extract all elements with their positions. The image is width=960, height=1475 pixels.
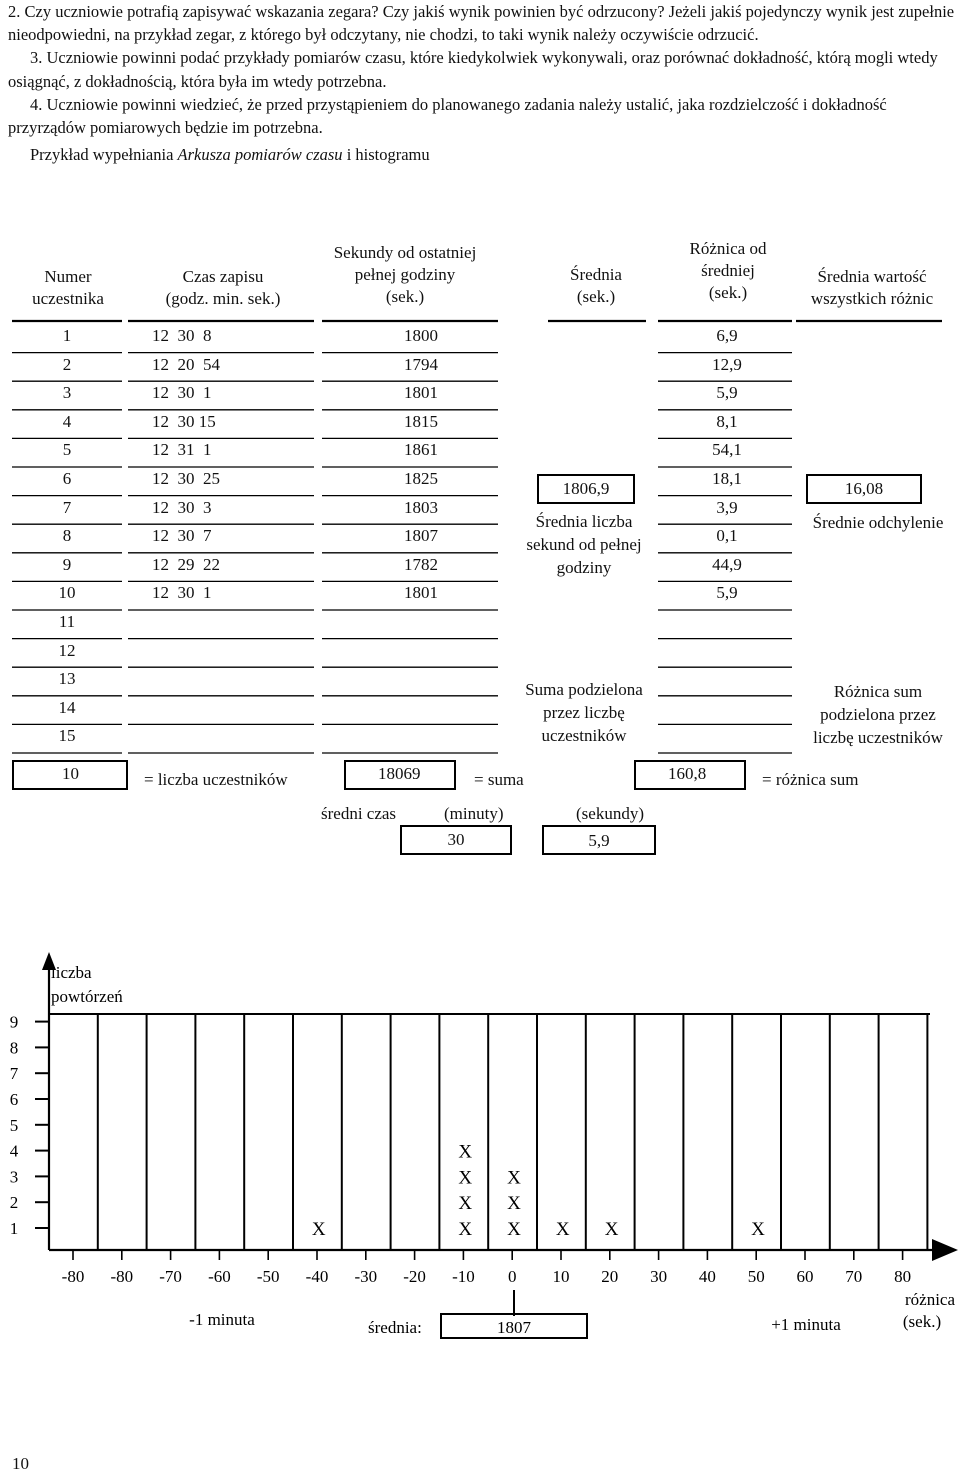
minutes-box: 30 bbox=[400, 825, 512, 855]
diff-sum-box: 160,8 bbox=[634, 760, 746, 790]
row-number: 11 bbox=[58, 612, 76, 631]
page-number: 10 bbox=[12, 1454, 29, 1473]
example-heading: Przykład wypełniania Arkusza pomiarów czasu i histogramu bbox=[30, 145, 430, 165]
data-marker: X bbox=[751, 1219, 765, 1240]
y-tick-label: 7 bbox=[9, 1064, 19, 1084]
paragraph-2: 2. Czy uczniowie potrafią zapisywać wskazania zegara? Czy jakiś wynik powinien być odrzucony? Jeżeli jakiś pojedynczy wynik jest zupełnie nieodpowiedni, na przykład zegar, z którego był odczytany, nie chodzi, to taki wynik należy oczywiście odrzucić. bbox=[8, 2, 955, 45]
x-tick-label: -10 bbox=[452, 1267, 475, 1286]
x-tick-label: 0 bbox=[507, 1267, 517, 1286]
row-seconds: 1803 bbox=[404, 497, 438, 517]
row-seconds: 1801 bbox=[404, 583, 438, 603]
paragraph-3: 3. Uczniowie powinni podać przykłady pomiarów czasu, które kiedykolwiek wykonywali, oraz porównać dokładność, którą mogli wtedy osiągnąć, z dokładnością, która była im wtedy potrzebna. bbox=[8, 48, 938, 91]
row-time: 12 30 3 bbox=[152, 497, 212, 517]
row-seconds: 1800 bbox=[404, 326, 438, 345]
y-axis-label: powtórzeń bbox=[51, 987, 123, 1006]
avg-deviation-box: 16,08 bbox=[806, 474, 922, 504]
histogram-chart bbox=[0, 940, 960, 1360]
data-marker: X bbox=[458, 1193, 473, 1215]
row-seconds: 1801 bbox=[404, 383, 438, 403]
row-time: 12 30 1 bbox=[152, 383, 212, 403]
row-difference: 6,9 bbox=[716, 326, 738, 345]
row-difference: 12,9 bbox=[712, 354, 742, 374]
row-difference: 5,9 bbox=[716, 583, 738, 603]
row-difference: 18,1 bbox=[712, 469, 742, 488]
row-number: 15 bbox=[58, 726, 76, 746]
row-seconds: 1782 bbox=[404, 554, 438, 574]
x-tick-label: 20 bbox=[601, 1267, 619, 1286]
x-tick-label: 40 bbox=[698, 1267, 716, 1286]
count-box: 10 bbox=[12, 760, 128, 790]
avg-deviation-label: Średnie odchylenie bbox=[812, 513, 944, 532]
count-label: = liczba uczestników bbox=[144, 770, 288, 789]
data-marker: X bbox=[507, 1193, 521, 1215]
x-tick-label: -60 bbox=[208, 1267, 231, 1286]
y-tick-label: 5 bbox=[9, 1115, 19, 1135]
sum-label: = suma bbox=[474, 770, 524, 789]
data-marker: X bbox=[311, 1219, 326, 1240]
row-number: 7 bbox=[62, 497, 72, 517]
row-number: 5 bbox=[62, 440, 72, 460]
row-time: 12 30 8 bbox=[152, 326, 212, 345]
row-time: 12 20 54 bbox=[152, 354, 220, 374]
x-tick-label: 80 bbox=[894, 1267, 912, 1286]
minus-minute-label: -1 minuta bbox=[189, 1310, 255, 1329]
x-tick-label: 30 bbox=[650, 1267, 668, 1286]
row-difference: 3,9 bbox=[716, 497, 738, 517]
x-tick-label: -20 bbox=[403, 1267, 426, 1286]
header-numer: Numer uczestnika bbox=[32, 267, 104, 308]
x-tick-label: 70 bbox=[845, 1267, 863, 1286]
y-tick-label: 9 bbox=[9, 1012, 19, 1032]
plus-minute-label: +1 minuta bbox=[771, 1315, 841, 1334]
x-tick-label: -30 bbox=[354, 1267, 378, 1286]
data-marker: X bbox=[604, 1219, 619, 1240]
row-difference: 44,9 bbox=[712, 554, 742, 574]
row-difference: 54,1 bbox=[712, 440, 742, 460]
row-number: 1 bbox=[62, 326, 72, 345]
header-srednia-wartosc: Średnia wartość wszystkich różnic bbox=[810, 267, 934, 308]
y-tick-label: 8 bbox=[9, 1038, 19, 1058]
row-time: 12 30 25 bbox=[152, 469, 220, 488]
row-number: 12 bbox=[58, 640, 76, 660]
header-srednia: Średnia (sek.) bbox=[570, 265, 622, 306]
seconds-box: 5,9 bbox=[542, 825, 656, 855]
x-tick-label: 10 bbox=[552, 1267, 570, 1286]
y-axis-label: liczba bbox=[51, 963, 92, 982]
x-tick-label: -80 bbox=[61, 1267, 85, 1286]
data-marker: X bbox=[458, 1141, 473, 1163]
data-marker: X bbox=[458, 1167, 473, 1189]
header-sekundy: Sekundy od ostatniej pełnej godziny (sek.) bbox=[333, 243, 477, 306]
row-seconds: 1825 bbox=[404, 469, 438, 488]
row-number: 8 bbox=[62, 526, 72, 546]
row-time: 12 30 1 bbox=[152, 583, 212, 603]
x-axis-label: różnica bbox=[904, 1290, 956, 1309]
diff-sum-label: = różnica sum bbox=[762, 770, 859, 789]
mean-note: Średnia liczba sekund od pełnej godziny bbox=[526, 512, 642, 577]
x-tick-label: 50 bbox=[747, 1267, 765, 1286]
data-marker: X bbox=[507, 1219, 521, 1240]
sum-note: Suma podzielona przez liczbę uczestników bbox=[525, 680, 643, 745]
row-time: 12 30 7 bbox=[152, 526, 212, 546]
row-difference: 0,1 bbox=[716, 526, 738, 546]
row-seconds: 1794 bbox=[404, 354, 438, 374]
x-tick-label: -70 bbox=[159, 1267, 182, 1286]
x-tick-label: -40 bbox=[305, 1267, 329, 1286]
row-number: 9 bbox=[62, 554, 72, 574]
row-number: 14 bbox=[58, 697, 76, 717]
y-tick-label: 2 bbox=[9, 1193, 19, 1213]
x-tick-label: -80 bbox=[110, 1267, 134, 1286]
row-difference: 5,9 bbox=[716, 383, 738, 403]
mean-box: 1806,9 bbox=[537, 474, 635, 504]
row-number: 4 bbox=[62, 411, 72, 431]
data-marker: X bbox=[555, 1219, 570, 1240]
row-seconds: 1861 bbox=[404, 440, 438, 460]
y-tick-label: 1 bbox=[9, 1219, 19, 1238]
row-number: 6 bbox=[62, 469, 72, 488]
y-tick-label: 6 bbox=[9, 1090, 19, 1109]
row-difference: 8,1 bbox=[716, 411, 738, 431]
sum-box: 18069 bbox=[344, 760, 456, 790]
x-axis-arrow bbox=[932, 1239, 958, 1261]
paragraph-4: 4. Uczniowie powinni wiedzieć, że przed przystąpieniem do planowanego zadania należy ustalić, jaka rozdzielczość i dokładność przyrządów pomiarowych będzie im potrzebna. bbox=[8, 94, 887, 138]
x-tick-label: -50 bbox=[256, 1267, 280, 1286]
row-time: 12 29 22 bbox=[152, 554, 220, 574]
diff-note: Różnica sum podzielona przez liczbę uczestników bbox=[813, 682, 943, 747]
minutes-label: (minuty) bbox=[444, 804, 504, 823]
header-czas: Czas zapisu (godz. min. sek.) bbox=[165, 267, 281, 308]
mean-value: 1807 bbox=[497, 1318, 531, 1337]
row-number: 3 bbox=[62, 383, 72, 403]
row-time: 12 31 1 bbox=[152, 440, 212, 460]
avg-time-label: średni czas bbox=[321, 804, 397, 823]
y-tick-label: 3 bbox=[9, 1167, 19, 1187]
row-number: 2 bbox=[62, 354, 72, 374]
x-tick-label: 60 bbox=[796, 1267, 814, 1286]
row-time: 12 30 15 bbox=[152, 411, 216, 431]
seconds-label: (sekundy) bbox=[576, 804, 644, 823]
x-axis-unit: (sek.) bbox=[902, 1312, 942, 1331]
header-roznica: Różnica od średniej (sek.) bbox=[689, 239, 767, 302]
row-number: 13 bbox=[58, 669, 76, 689]
data-marker: X bbox=[507, 1167, 521, 1189]
y-tick-label: 4 bbox=[9, 1141, 19, 1161]
data-marker: X bbox=[458, 1219, 473, 1240]
row-number: 10 bbox=[58, 583, 76, 603]
row-seconds: 1815 bbox=[404, 411, 438, 431]
row-seconds: 1807 bbox=[404, 526, 438, 546]
mean-label: średnia: bbox=[368, 1318, 422, 1337]
